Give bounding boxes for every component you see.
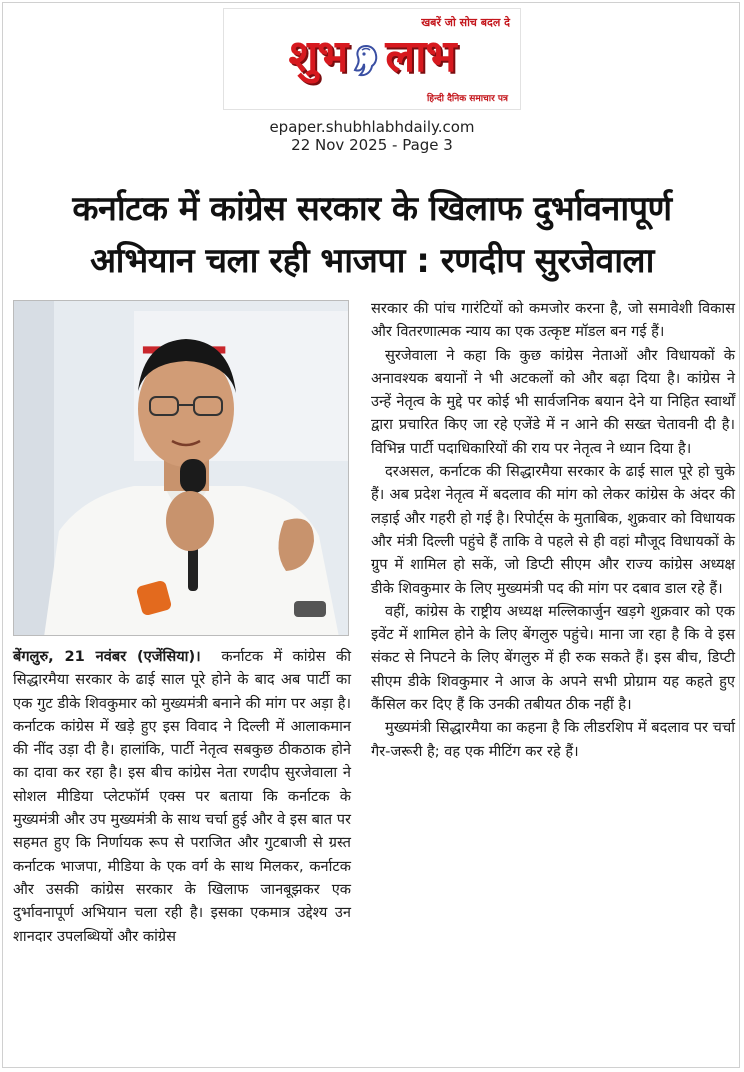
article-paragraph-3: दरअसल, कर्नाटक की सिद्धारमैया सरकार के ढाई साल पूरे हो चुके हैं। अब प्रदेश नेतृत्व में बदलाव की मांग को लेकर कांग्रेस के अंदर की लड़ाई और गहरी हो गई है। रिपोर्ट्स के मुताबिक, शुक्रवार को विधायक और मंत्री दिल्ली पहुंचे हैं ताकि वे पहले से ही वहां मौजूद विधायकों के ग्रुप में शामिल हो सकें, जो डिप्टी सीएम और राज्य कांग्रेस अध्यक्ष डीके शिवकुमार के लिए मुख्यमंत्री पद की मांग पर दबाव डाल रहे हैं। [371,463,735,597]
article-paragraph-4: वहीं, कांग्रेस के राष्ट्रीय अध्यक्ष मल्लिकार्जुन खड़गे शुक्रवार को एक इवेंट में शामिल होने के लिए बेंगलुरु पहुंचे। माना जा रहा है कि वे इस संकट से निपटने के लिए बेंगलुरु में ही रुक सकते हैं। इस बीच, डिप्टी सीएम डीके शिवकुमार ने आज के अपने सभी प्रोग्राम यह कहते हुए कैंसिल कर दिए हैं कि उनकी तबीयत ठीक नहीं है। [371,602,735,714]
speaker-illustration [14,301,349,636]
article-paragraph-5: मुख्यमंत्री सिद्धारमैया का कहना है कि लीडरशिप में बदलाव पर चर्चा गैर-जरूरी है; वह एक मीटिंग कर रहे हैं। [371,719,735,760]
headline-line-1: कर्नाटक में कांग्रेस सरकार के खिलाफ दुर्भावनापूर्ण [72,189,672,229]
article-paragraph-1: सरकार की पांच गारंटियों को कमजोर करना है, जो समावेशी विकास और वितरणात्मक न्याय का एक उत्कृष्ट मॉडल बन गई हैं। [371,300,735,341]
masthead-tagline: खबरें जो सोच बदल दे [421,16,510,29]
headline-line-2: अभियान चला रही भाजपा : रणदीप सुरजेवाला [90,241,654,281]
article-lead-text: कर्नाटक में कांग्रेस की सिद्धारमैया सरकार के ढाई साल पूरे होने के बाद अब पार्टी का एक गुट डीके शिवकुमार को मुख्यमंत्री बनाने की मांग पर अड़ा है। कर्नाटक कांग्रेस में खड़े हुए इस विवाद ने दिल्ली में आलाकमान की नींद उड़ा दी है। हालांकि, पार्टी नेतृत्व सबकुछ ठीकठाक होने का दावा कर रहा है। इस बीच कांग्रेस नेता रणदीप सुरजेवाला ने सोशल मीडिया प्लेटफॉर्म एक्स पर बताया कि कर्नाटक के मुख्यमंत्री और उप मुख्यमंत्री के साथ चर्चा हुई और वे इस बात पर सहमत हुए कि निर्णायक रूप से पराजित और गुटबाजी से ग्रस्त कर्नाटक भाजपा, मीडिया के एक वर्ग के साथ मिलकर, कर्नाटक और उसकी कांग्रेस सरकार के खिलाफ जानबूझकर एक दुर्भावनापूर्ण अभियान चला रही है। इसका एकमात्र उद्देश्य उन शानदार उपलब्धियों और कांग्रेस [13,648,351,945]
source-info [0,118,744,154]
source-date-page: 22 Nov 2025 - Page 3 [291,136,453,154]
article-headline [10,183,734,287]
newspaper-logo [230,31,514,83]
article-column-left [13,645,351,948]
article-dateline: बेंगलुरु, 21 नवंबर (एजेंसिया)। [13,648,201,665]
logo-text-right: लाभ [385,31,456,82]
newspaper-masthead [223,8,521,110]
source-url: epaper.shubhlabhdaily.com [269,118,475,136]
masthead-subtitle: हिन्दी दैनिक समाचार पत्र [426,94,508,104]
logo-text-left: शुभ [288,31,348,82]
article-photo [13,300,349,636]
article-paragraph [13,645,351,948]
article-paragraph-2: सुरजेवाला ने कहा कि कुछ कांग्रेस नेताओं और विधायकों के अनावश्यक बयानों ने भी अटकलों को और बढ़ा दिया है। कांग्रेस ने उन्हें नेतृत्व के मुद्दे पर कोई भी सार्वजनिक बयान देने या निहित स्वार्थों द्वारा प्रचारित किए जा रहे एजेंडे में न आने की सख्त चेतावनी दी है। विभिन्न पार्टी पदाधिकारियों की राय पर नेतृत्व ने ध्यान दिया है। [371,346,735,457]
ganesha-logo-icon [351,42,381,78]
article-column-right [371,297,735,763]
